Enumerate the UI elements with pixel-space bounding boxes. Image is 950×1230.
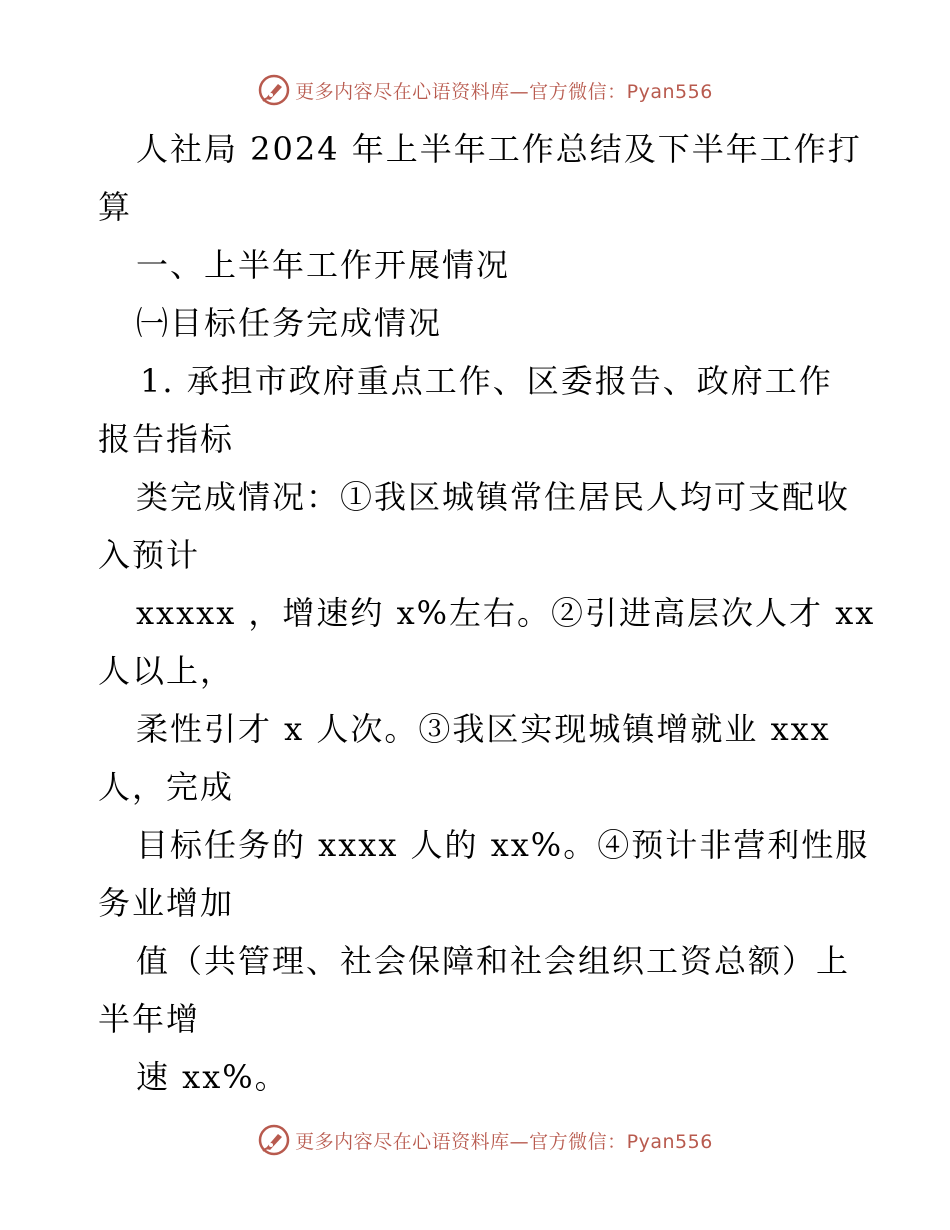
watermark-group: [257, 73, 713, 107]
pen-nib-circle-icon: [257, 73, 291, 107]
document-body: [98, 120, 876, 1106]
paragraph-line: 1. 承担市政府重点工作、区委报告、政府工作: [140, 362, 833, 400]
paragraph-line: xxxxx ，增速约 x%左右。②引进高层次人才 xx: [136, 594, 876, 632]
pen-nib-circle-icon: [257, 1123, 291, 1157]
paragraph-line: 入预计: [98, 536, 201, 574]
paragraph-line: 人以上，: [98, 652, 235, 690]
watermark-group: [257, 1123, 713, 1157]
doc-title-line-2: 算: [98, 188, 133, 226]
paragraph-line: 半年增: [98, 1000, 201, 1038]
watermark-text: 更多内容尽在心语资料库—官方微信：Pyan556: [295, 80, 713, 103]
paragraph-line: 柔性引才 x 人次。③我区实现城镇增就业 xxx: [136, 710, 831, 748]
header-watermark-banner: [0, 70, 950, 110]
paragraph-line: 类完成情况：①我区城镇常住居民人均可支配收: [136, 478, 851, 516]
doc-title-line-1: 人社局 2024 年上半年工作总结及下半年工作打: [136, 130, 862, 168]
paragraph-line: 值（共管理、社会保障和社会组织工资总额）上: [136, 942, 851, 980]
paragraph-line: 务业增加: [98, 884, 235, 922]
footer-watermark-banner: [0, 1120, 950, 1160]
section-heading: 一、上半年工作开展情况: [136, 246, 511, 284]
subsection-heading: ㈠目标任务完成情况: [136, 304, 443, 342]
paragraph-line: 人，完成: [98, 768, 235, 806]
paragraph-line: 目标任务的 xxxx 人的 xx%。④预计非营利性服: [136, 826, 870, 864]
paragraph-line: 报告指标: [98, 420, 235, 458]
paragraph-line: 速 xx%。: [136, 1058, 289, 1096]
watermark-text: 更多内容尽在心语资料库—官方微信：Pyan556: [295, 1130, 713, 1153]
